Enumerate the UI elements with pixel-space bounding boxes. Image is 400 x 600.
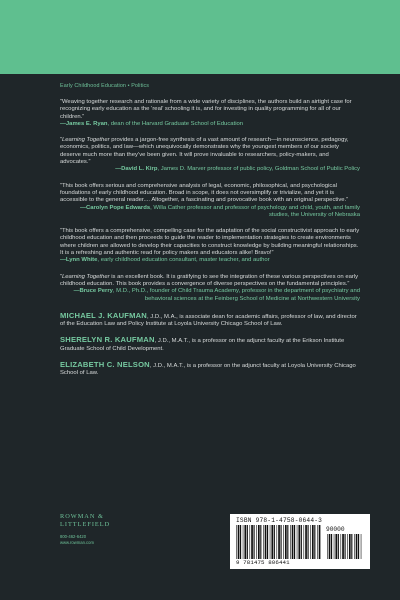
barcode-bar <box>349 534 351 559</box>
publisher-name: ROWMAN & LITTLEFIELD <box>60 513 111 528</box>
barcode-bar <box>335 534 337 559</box>
endorsement-quote <box>60 99 360 128</box>
quote-attribution <box>60 288 360 303</box>
endorsement-quote <box>60 228 360 264</box>
barcode-bar <box>270 525 271 559</box>
barcode-bar <box>312 525 314 559</box>
attribution-title: , early childhood education consultant, master teacher, and author <box>97 257 270 264</box>
quote-attribution <box>60 166 360 173</box>
barcode-bar <box>334 534 335 559</box>
book-title: Learning Together <box>61 273 110 280</box>
quote-text: “Learning Together provides a jargon-free synthesis of a vast amount of research—in neuroscience, pedagogy, economics, politics, and law—which unequivocally demonstrates why the youngest members of our society deserve much more than they’ve been given. It will prove invaluable to researchers, policy-makers, and advocates.” <box>60 137 349 166</box>
attribution-title: , dean of the Harvard Graduate School of Education <box>107 120 244 127</box>
publisher-logo <box>60 513 160 545</box>
category-line: Early Childhood Education • Politics <box>60 83 150 89</box>
barcode-bar <box>240 525 241 559</box>
barcode-bar <box>304 525 305 559</box>
endorsement-quote <box>60 137 360 173</box>
barcode-bar <box>267 525 268 559</box>
publisher-website: www.rowman.com <box>60 539 94 545</box>
barcode-bar <box>236 525 237 559</box>
author-bio-text: , J.D., M.A.T., is a professor on the adjunct faculty at the Erikson Institute Graduate School of Child Development. <box>60 338 345 352</box>
barcode-bar <box>294 525 295 559</box>
attribution-title: , James D. Marver professor of public policy, Goldman School of Public Policy <box>157 166 360 173</box>
barcode-bar <box>278 525 280 559</box>
barcode-bar <box>358 534 359 559</box>
quote-attribution <box>60 121 360 128</box>
quote-text: “This book offers serious and comprehensive analysis of legal, economic, philosophical, and psychological foundations of early childhood education. Broad in scope, it does not oversimplify or trivialize, and yet it is accessible to the general reader.... Altogether, a fascinating and provocative book with an original perspective.” <box>60 182 349 204</box>
barcode-bar <box>338 534 339 559</box>
barcode-bar <box>263 525 264 559</box>
author-bio <box>60 336 360 353</box>
author-name: MICHAEL J. KAUFMAN <box>60 310 147 320</box>
price-code: 90000 <box>326 526 345 533</box>
author-name: ELIZABETH C. NELSON <box>60 360 150 370</box>
barcode-bar <box>351 534 352 559</box>
barcode-bar <box>347 534 348 559</box>
barcode-bar <box>244 525 246 559</box>
attribution-title: , Willa Cather professor and professor of psychology and child, youth, and family studies, the University of Nebraska <box>150 204 360 218</box>
quote-text: “Learning Together is an excellent book. It is gratifying to see the integration of these various perspectives on early childhood education. This book provides a convergence of diverse perspectives on the fundamental principles.” <box>60 273 359 287</box>
top-color-band <box>0 0 400 74</box>
barcode-bar <box>329 534 331 559</box>
barcode-bar <box>308 525 309 559</box>
barcode-bar <box>297 525 298 559</box>
barcode-bar <box>247 525 248 559</box>
barcode-bar <box>301 525 302 559</box>
barcode-bar <box>271 525 273 559</box>
barcode-bar <box>260 525 261 559</box>
barcode-bar <box>277 525 278 559</box>
barcode-bar <box>265 525 267 559</box>
barcode-bar <box>283 525 284 559</box>
ean-digits: 9 781475 806441 <box>236 559 290 566</box>
barcode-bar <box>238 525 240 559</box>
barcode-bar <box>250 525 251 559</box>
ean-barcode-bars <box>236 525 322 559</box>
barcode-bar <box>281 525 282 559</box>
barcode-bar <box>341 534 342 559</box>
author-bio <box>60 361 360 378</box>
quote-attribution <box>60 205 360 220</box>
barcode-bar <box>251 525 253 559</box>
barcode-bar <box>317 525 318 559</box>
barcode-bar <box>243 525 244 559</box>
barcode-bar <box>298 525 300 559</box>
attribution-name: —David L. Kirp <box>115 166 158 173</box>
isbn-number: ISBN 978-1-4758-0644-3 <box>236 517 323 524</box>
barcode-bar <box>256 525 257 559</box>
endorsement-quote <box>60 274 360 303</box>
back-cover-content <box>60 83 360 386</box>
publisher-phone: 800-462-6420 <box>60 534 87 539</box>
attribution-name: —Lynn White <box>60 257 98 264</box>
barcode-bar <box>361 534 362 559</box>
book-title: Learning Together <box>61 137 110 144</box>
barcode-bar <box>290 525 291 559</box>
author-name: SHERELYN R. KAUFMAN <box>60 335 155 345</box>
quote-text: “This book offers a comprehensive, compelling case for the adaptation of the social constructivist approach to early childhood education and then proceeds to guide the reader to implementation strategies to create environments where children are allowed to develop their capacities to construct knowledge by building meaningful relationships. It is a refreshing and authentic read for policy makers and educators alike! Bravo!” <box>60 228 360 257</box>
barcode-bar <box>327 534 328 559</box>
publisher-contact <box>60 534 160 545</box>
addon-barcode-bars <box>327 534 363 559</box>
author-bio-text: , J.D., M.A., is associate dean for academic affairs, professor of law, and director of the Education Law and Policy Institute at Loyola University Chicago School of Law. <box>60 313 357 328</box>
barcode-bar <box>354 534 355 559</box>
isbn-barcode <box>230 514 370 569</box>
barcode-bar <box>319 525 321 559</box>
attribution-name: —Carolyn Pope Edwards <box>80 204 151 211</box>
barcode-bar <box>356 534 358 559</box>
attribution-name: —Bruce Perry <box>73 288 113 295</box>
attribution-name: —James E. Ryan <box>60 120 108 127</box>
barcode-bar <box>331 534 332 559</box>
barcode-bar <box>274 525 275 559</box>
author-bio-text: , J.D., M.A.T., is a professor on the adjunct faculty at Loyola University Chicago School of Law. <box>60 363 356 377</box>
barcode-bar <box>314 525 315 559</box>
barcode-bar <box>342 534 344 559</box>
barcode-bar <box>305 525 307 559</box>
barcode-bar <box>258 525 260 559</box>
quote-text: “Weaving together research and rationale from a wide variety of disciplines, the authors build an airtight case for recognizing early education as the ‘real’ schooling it is, and for investing in quality programming for all of our children.” <box>60 99 352 120</box>
barcode-bar <box>285 525 287 559</box>
quote-attribution <box>60 257 360 264</box>
author-bio <box>60 312 360 329</box>
attribution-title: , M.D., Ph.D., founder of Child Trauma Academy, professor in the department of psychiatry and behavioral sciences at the Feinberg School of Medicine at Northwestern University <box>112 288 360 302</box>
barcode-bar <box>287 525 288 559</box>
barcode-bar <box>310 525 311 559</box>
barcode-bar <box>254 525 255 559</box>
barcode-bar <box>292 525 294 559</box>
barcode-bar <box>345 534 346 559</box>
endorsement-quote <box>60 183 360 219</box>
